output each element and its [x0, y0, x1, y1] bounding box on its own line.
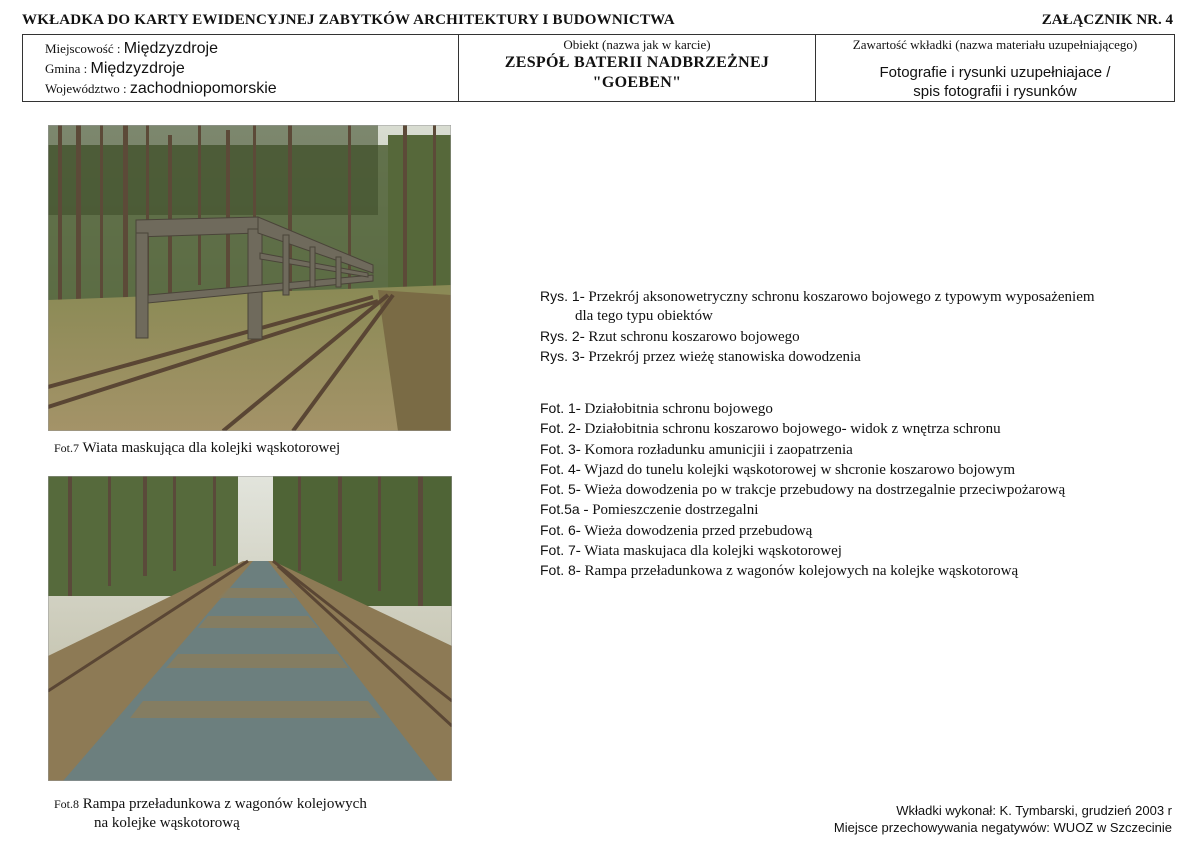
storage-note: Miejsce przechowywania negatywów: WUOZ w Szczecinie	[833, 820, 1172, 835]
photo-loading-ramp	[48, 476, 452, 781]
voivodeship-label: Województwo :	[45, 81, 127, 96]
list-item: Rys. 1- Przekrój aksonowetryczny schronu koszarowo bojowego z typowym wyposażeniem dla tego typu obiektów	[540, 288, 1095, 325]
location-cell	[23, 35, 459, 101]
commune-row	[45, 59, 458, 79]
list-item: Fot. 7- Wiata maskujaca dla kolejki wąskotorowej	[540, 542, 842, 560]
list-item: Fot. 6- Wieża dowodzenia przed przebudową	[540, 521, 813, 539]
photo8-caption-line2: na kolejke wąskotorową	[94, 815, 240, 831]
list-item: Fot. 5- Wieża dowodzenia po w trakcje przebudowy na dostrzegalnie przeciwpożarową	[540, 481, 1066, 499]
photo7-caption	[54, 439, 340, 458]
town-value: Międzyzdroje	[123, 40, 218, 57]
photo8-number: Fot.8	[54, 797, 80, 811]
contents-value-line2: spis fotografii i rysunków	[913, 83, 1077, 100]
info-table	[22, 34, 1175, 102]
drawings-list	[540, 287, 1095, 367]
photos-list	[540, 399, 1065, 582]
photo8-caption-line1: Rampa przeładunkowa z wagonów kolejowych	[82, 796, 367, 812]
annex-number: ZAŁĄCZNIK NR. 4	[1041, 12, 1173, 28]
list-item: Fot.5a - Pomieszczenie dostrzegalni	[540, 501, 759, 519]
list-item: Fot. 2- Działobitnia schronu koszarowo bojowego- widok z wnętrza schronu	[540, 420, 1001, 438]
voivodeship-value: zachodniopomorskie	[129, 80, 277, 97]
list-item: Fot. 4- Wjazd do tunelu kolejki wąskotorowej w shcronie koszarowo bojowym	[540, 460, 1016, 478]
made-by-note: Wkładki wykonał: K. Tymbarski, grudzień 2003 r	[896, 803, 1172, 818]
commune-value: Międzyzdroje	[90, 60, 185, 77]
list-item: Fot. 3- Komora rozładunku amunicjii i zaopatrzenia	[540, 440, 853, 458]
commune-label: Gmina :	[45, 61, 88, 76]
object-cell	[459, 35, 816, 101]
document-title: WKŁADKA DO KARTY EWIDENCYJNEJ ZABYTKÓW ARCHITEKTURY I BUDOWNICTWA	[22, 12, 675, 28]
object-label: Obiekt (nazwa jak w karcie)	[563, 37, 711, 52]
list-item: Rys. 3- Przekrój przez wieżę stanowiska dowodzenia	[540, 347, 861, 365]
photo-camouflage-shelter	[48, 125, 451, 431]
contents-value-line1: Fotografie i rysunki uzupełniajace /	[879, 64, 1111, 81]
town-row	[45, 39, 458, 59]
contents-cell	[816, 35, 1174, 101]
town-label: Miejscowość :	[45, 41, 121, 56]
photo7-caption-text: Wiata maskująca dla kolejki wąskotorowej	[82, 440, 341, 456]
photo7-number: Fot.7	[54, 441, 80, 455]
object-name-line2: "GOEBEN"	[592, 74, 682, 91]
photo8-caption	[54, 795, 367, 833]
object-name-line1: ZESPÓŁ BATERII NADBRZEŻNEJ	[504, 54, 770, 71]
voivodeship-row	[45, 79, 458, 99]
list-item: Fot. 1- Działobitnia schronu bojowego	[540, 400, 773, 417]
list-item: Rys. 2- Rzut schronu koszarowo bojowego	[540, 327, 800, 345]
contents-label: Zawartość wkładki (nazwa materiału uzupełniającego)	[852, 37, 1138, 52]
list-item: Fot. 8- Rampa przeładunkowa z wagonów kolejowych na kolejke wąskotorową	[540, 562, 1019, 580]
